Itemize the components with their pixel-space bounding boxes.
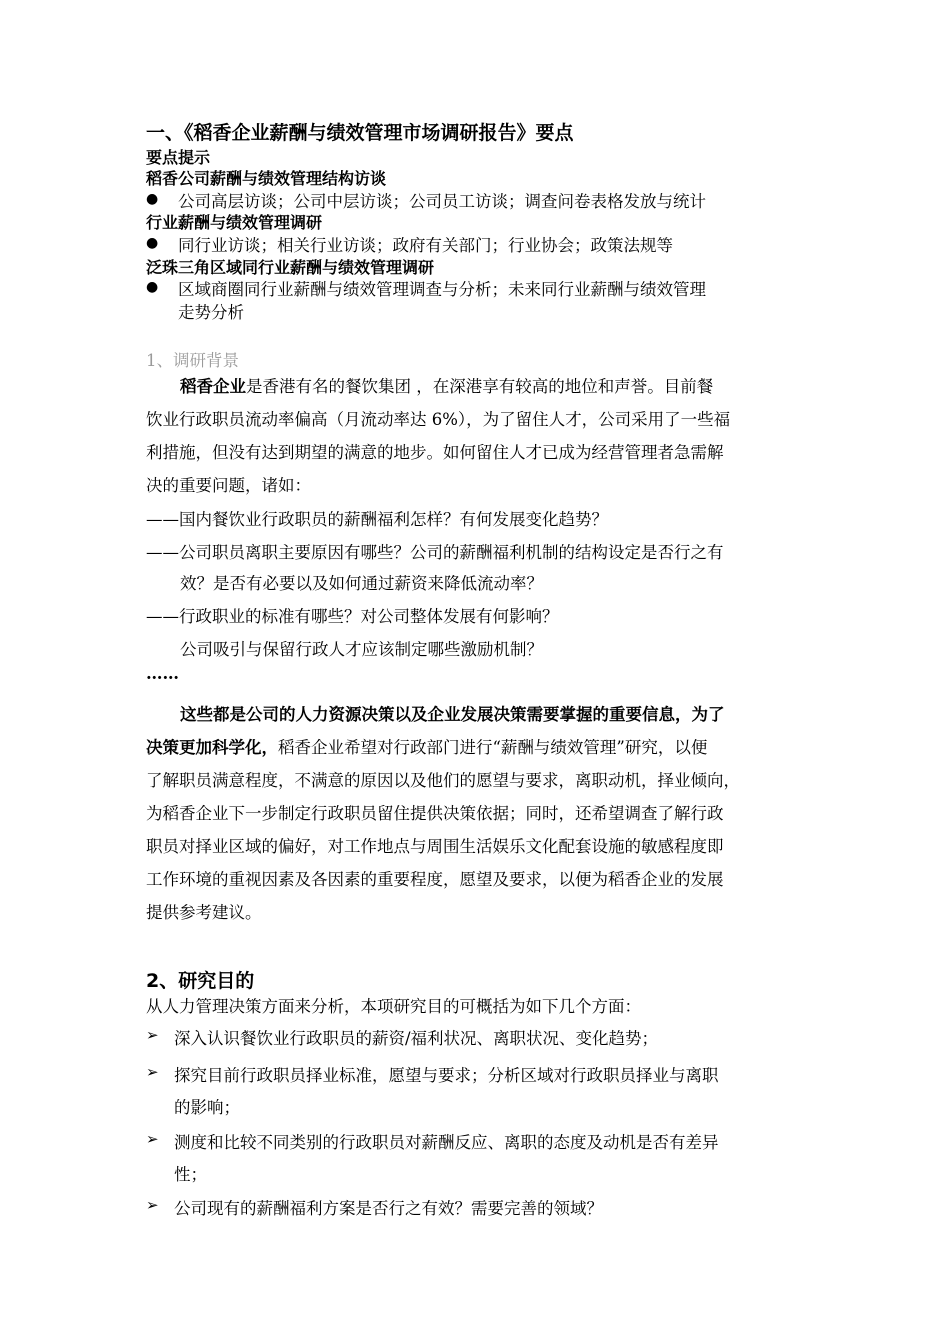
background-para1-line4: 决的重要问题，诸如：	[146, 476, 311, 495]
bullet-text-3-cont: 走势分析	[178, 303, 244, 322]
bullet-text-2: 同行业访谈；相关行业访谈；政府有关部门；行业协会；政策法规等	[178, 236, 673, 255]
document-title: 一、《稻香企业薪酬与绩效管理市场调研报告》要点	[146, 122, 574, 144]
background-para2-line3: 了解职员满意程度，不满意的原因以及他们的愿望与要求，离职动机，择业倾向，	[146, 771, 740, 790]
background-heading: 1、调研背景	[146, 351, 239, 370]
para2-line2-text: 稻香企业希望对行政部门进行“薪酬与绩效管理”研究，以便	[278, 738, 708, 757]
purpose-item-2: 探究目前行政职员择业标准，愿望与要求；分析区域对行政职员择业与离职	[174, 1066, 719, 1085]
question-2: ——公司职员离职主要原因有哪些？公司的薪酬福利机制的结构设定是否行之有	[146, 543, 724, 562]
company-name: 稻香企业	[180, 377, 246, 396]
purpose-item-2-cont: 的影响；	[174, 1098, 240, 1117]
purpose-intro: 从人力管理决策方面来分析，本项研究目的可概括为如下几个方面：	[146, 997, 641, 1016]
purpose-item-4: 公司现有的薪酬福利方案是否行之有效？需要完善的领域？	[174, 1199, 603, 1218]
arrow-bullet-icon: ➢	[146, 1130, 159, 1148]
question-1: ——国内餐饮业行政职员的薪酬福利怎样？有何发展变化趋势？	[146, 510, 608, 529]
arrow-bullet-icon: ➢	[146, 1063, 159, 1081]
question-4: 公司吸引与保留行政人才应该制定哪些激励机制？	[180, 640, 543, 659]
background-para2-line6: 工作环境的重视因素及各因素的重要程度，愿望及要求，以便为稻香企业的发展	[146, 870, 724, 889]
background-para1-line3: 利措施，但没有达到期望的满意的地步。如何留住人才已成为经营管理者急需解	[146, 443, 724, 462]
bullet-icon: ●	[146, 279, 159, 295]
para1-line1-text: 是香港有名的餐饮集团 ，在深港享有较高的地位和声誉。目前餐	[246, 377, 714, 396]
bullet-text-3: 区域商圈同行业薪酬与绩效管理调查与分析；未来同行业薪酬与绩效管理	[178, 280, 706, 299]
question-3: ——行政职业的标准有哪些？对公司整体发展有何影响？	[146, 607, 559, 626]
purpose-heading: 2、研究目的	[146, 970, 255, 992]
section-heading-1: 稻香公司薪酬与绩效管理结构访谈	[146, 169, 387, 188]
para2-bold-start: 决策更加科学化，	[146, 738, 278, 757]
bullet-icon: ●	[146, 235, 159, 251]
bullet-icon: ●	[146, 191, 159, 207]
bullet-text-1: 公司高层访谈；公司中层访谈；公司员工访谈；调查问卷表格发放与统计	[178, 192, 706, 211]
arrow-bullet-icon: ➢	[146, 1026, 159, 1044]
purpose-item-3: 测度和比较不同类别的行政职员对薪酬反应、离职的态度及动机是否有差异	[174, 1133, 719, 1152]
background-para1-line2: 饮业行政职员流动率偏高（月流动率达 6%），为了留住人才，公司采用了一些福	[146, 410, 731, 429]
background-para2-line7: 提供参考建议。	[146, 903, 262, 922]
background-para2-line2	[146, 734, 707, 758]
summary-heading: 要点提示	[146, 148, 211, 167]
section-heading-2: 行业薪酬与绩效管理调研	[146, 213, 323, 232]
arrow-bullet-icon: ➢	[146, 1196, 159, 1214]
question-2-cont: 效？是否有必要以及如何通过薪资来降低流动率？	[180, 574, 543, 593]
background-para2-line4: 为稻香企业下一步制定行政职员留住提供决策依据；同时，还希望调查了解行政	[146, 804, 724, 823]
purpose-item-1: 深入认识餐饮业行政职员的薪资/福利状况、离职状况、变化趋势；	[174, 1029, 659, 1048]
background-para2-line5: 职员对择业区域的偏好，对工作地点与周围生活娱乐文化配套设施的敏感程度即	[146, 837, 724, 856]
background-para2-line1: 这些都是公司的人力资源决策以及企业发展决策需要掌握的重要信息，为了	[180, 705, 725, 724]
purpose-item-3-cont: 性；	[174, 1165, 207, 1184]
background-para1-line1	[180, 373, 713, 397]
section-heading-3: 泛珠三角区域同行业薪酬与绩效管理调研	[146, 258, 435, 277]
ellipsis: ……	[146, 664, 179, 683]
